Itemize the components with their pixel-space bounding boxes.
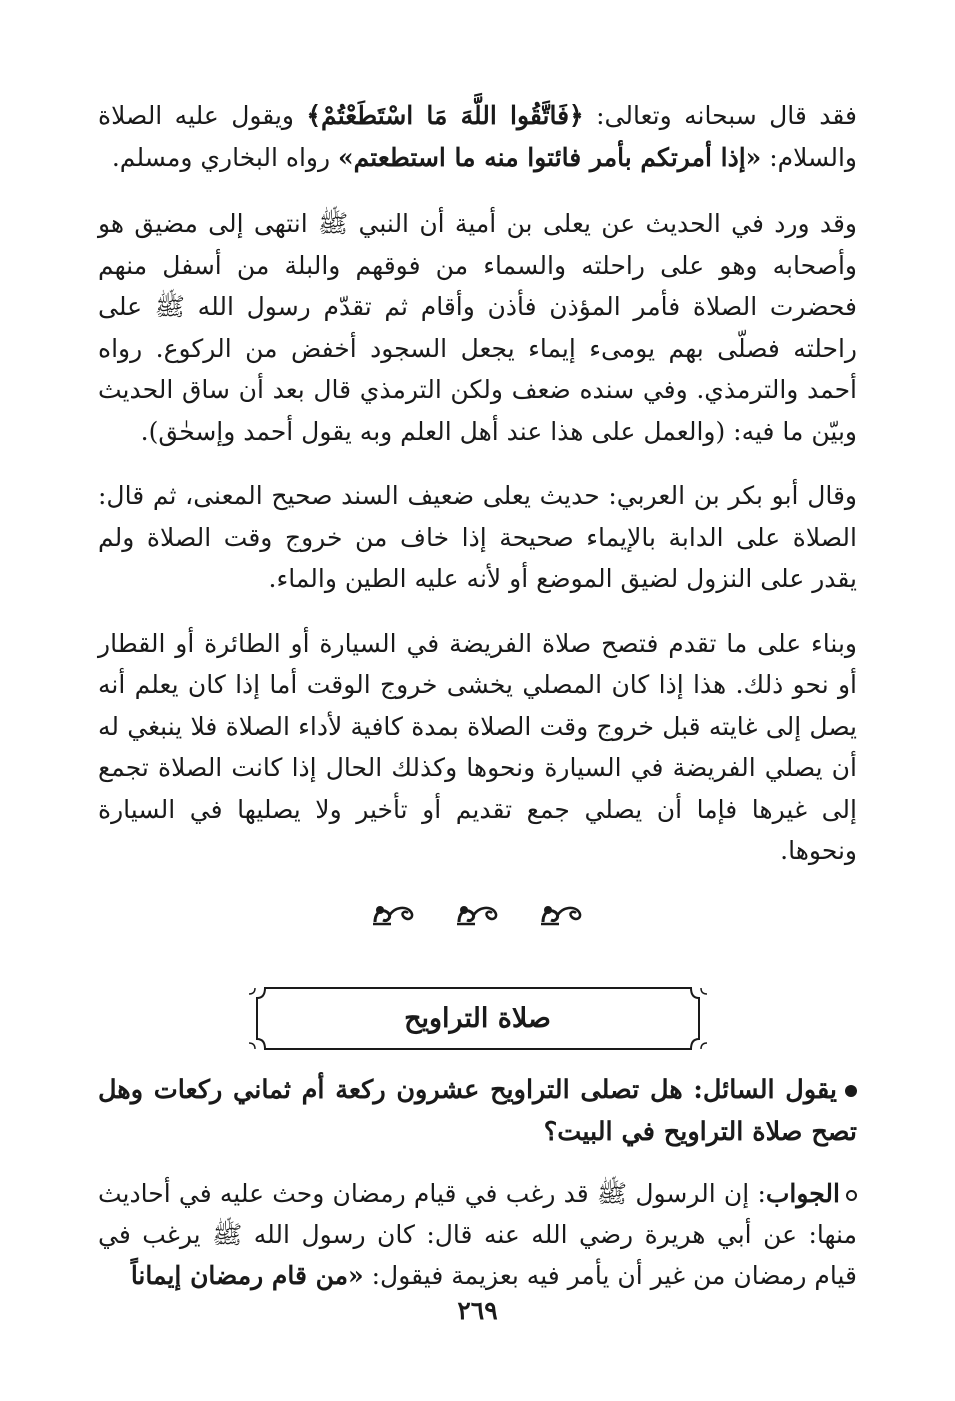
question-label: يقول السائل: [682,1074,837,1105]
floral-ornament-icon [539,902,585,926]
answer-hadith: «من قام رمضان إيماناً [130,1260,364,1290]
answer-block [98,1173,857,1296]
circle-bullet-icon [846,1190,857,1201]
question-text: هل تصلى التراويح عشرون ركعة أم ثماني ركعات وهل تصح صلاة التراويح في البيت؟ [98,1074,857,1147]
paragraph-4: وبناء على ما تقدم فتصح صلاة الفريضة في السيارة أو الطائرة أو القطار أو نحو ذلك. هذا إذا كان المصلي يخشى خروج الوقت أما إذا كان يعلم أنه يصل إلى غايته قبل خروج وقت الصلاة بمدة كافية لأداء الصلاة فلا ينبغي له أن يصلي الفريضة في السيارة ونحوها وكذلك الحال إذا كانت الصلاة تجمع إلى غيرها فإما أن يصلي جمع تقديم أو تأخير ولا يصليها في السيارة ونحوها. [98,628,857,865]
answer-label: الجواب [765,1178,840,1208]
paragraph-1 [98,95,857,178]
answer-text: : إن الرسول ﷺ قد رغب في قيام رمضان وحث عليه في أحاديث منها: عن أبي هريرة رضي الله عنه قال: كان رسول الله ﷺ يرغب في قيام رمضان من غير أن يأمر فيه بعزيمة فيقول: [98,1178,857,1290]
bullet-icon [845,1085,857,1097]
page-number: ٢٦٩ [457,1296,498,1325]
section-title-frame [247,986,709,1051]
paragraph-3: وقال أبو بكر بن العربي: حديث يعلى ضعيف السند صحيح المعنى، ثم قال: الصلاة على الدابة بالإيماء صحيحة إذا خاف من خروج وقت الصلاة ولم يقدر على النزول لضيق الموضع أو لأنه عليه الطين والماء. [98,481,857,593]
quran-verse: ﴿فَاتَّقُوا اللَّهَ مَا اسْتَطَعْتُمْ﴾ [306,101,584,130]
question-block [98,1069,857,1153]
p1-text-c: رواه البخاري ومسلم. [111,142,339,172]
section-divider [98,884,857,944]
floral-ornament-icon [455,902,501,926]
section-title: صلاة التراويح [404,1002,551,1034]
p1-text-b: ويقول عليه الصلاة والسلام: [98,101,857,172]
p1-text-a: فقد قال سبحانه وتعالى: [583,101,857,130]
paragraph-2: وقد ورد في الحديث عن يعلى بن أمية أن النبي ﷺ انتهى إلى مضيق هو وأصحابه وهو على راحلته والسماء من فوقهم والبلة من أسفل منهم فحضرت الصلاة فأمر المؤذن فأذن وأقام ثم تقدّم رسول الله ﷺ على راحلته فصلّى بهم يومىء إيماء يجعل السجود أخفض من الركوع. رواه أحمد والترمذي. وفي سنده ضعف ولكن الترمذي قال بعد أن ساق الحديث وبيّن ما فيه: (والعمل على هذا عند أهل العلم وبه يقول أحمد وإسحٰق). [98,209,857,446]
floral-ornament-icon [371,902,417,926]
hadith-quote: «إذا أمرتكم بأمر فائتوا منه ما استطعتم» [338,142,762,172]
